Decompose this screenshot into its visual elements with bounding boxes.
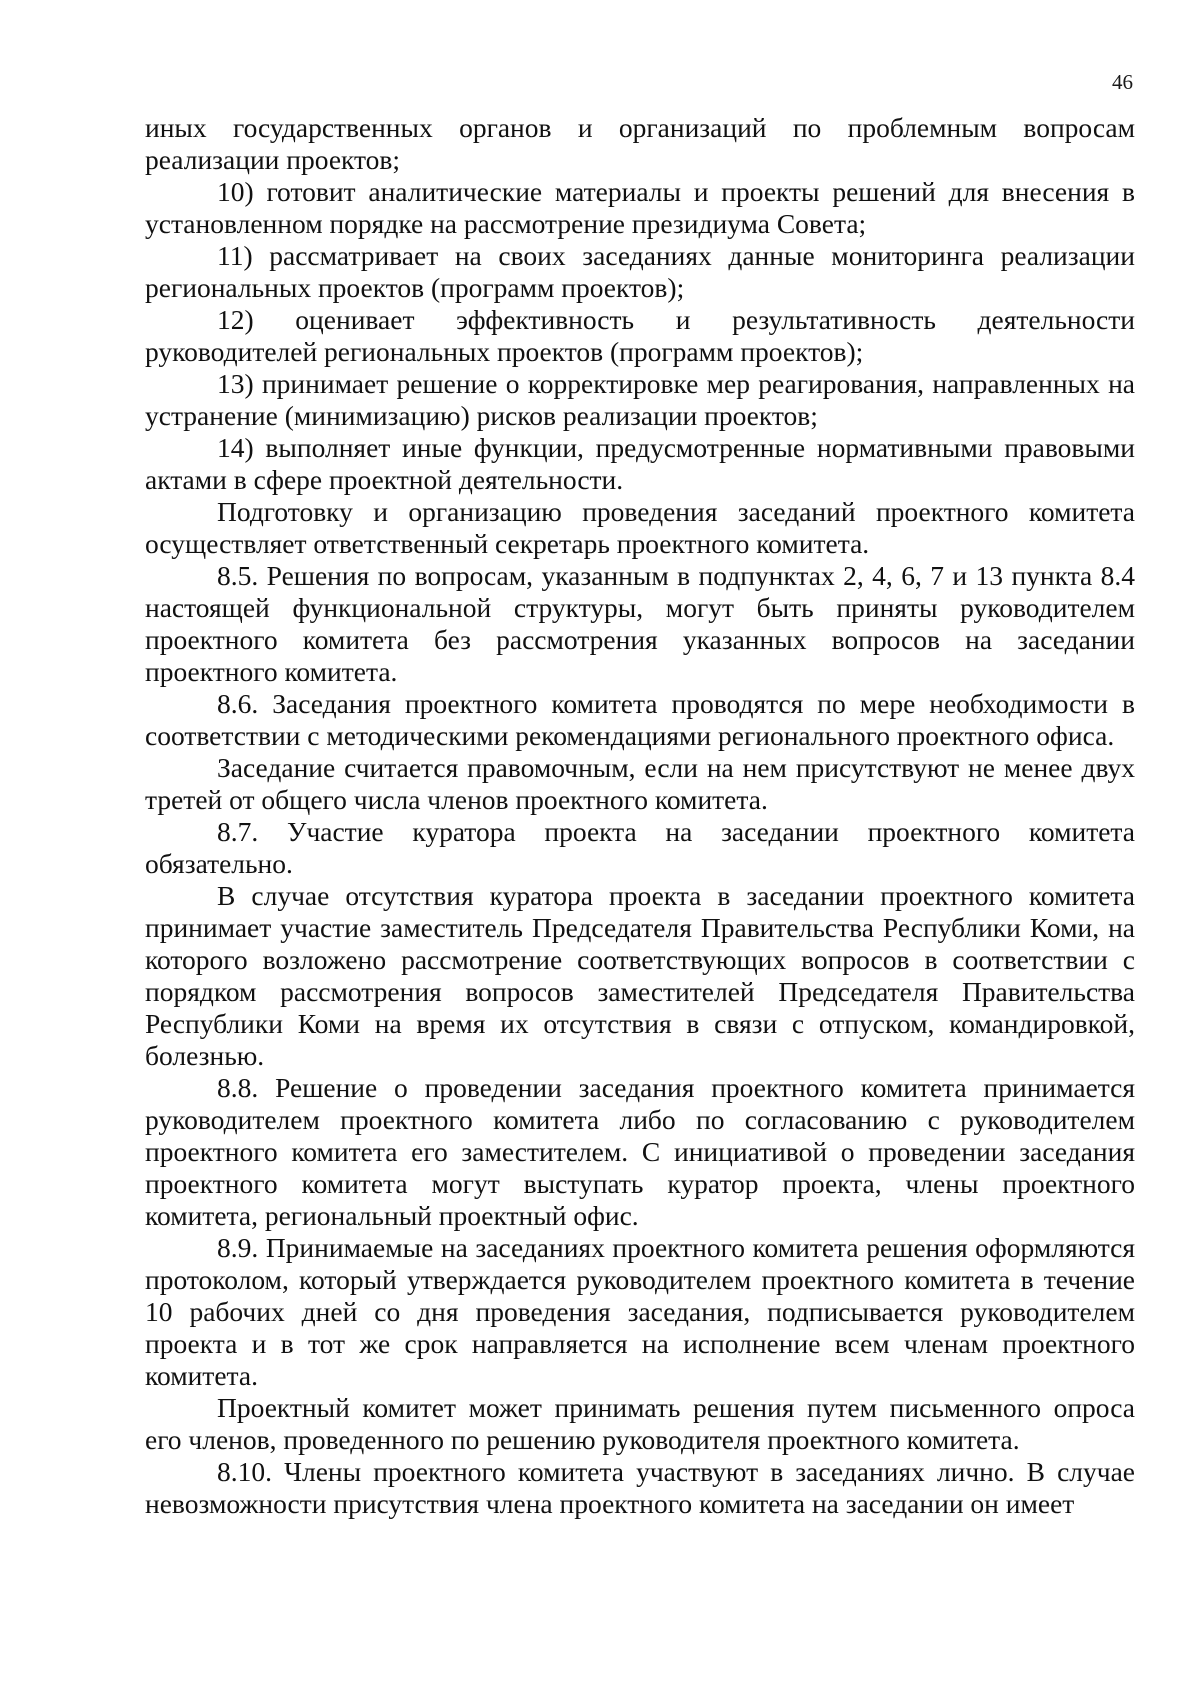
paragraph: 8.7. Участие куратора проекта на заседании проектного комитета обязательно.	[145, 816, 1135, 879]
paragraph: 13) принимает решение о корректировке мер реагирования, направленных на устранение (минимизацию) рисков реализации проектов;	[145, 368, 1135, 431]
paragraph: 8.9. Принимаемые на заседаниях проектного комитета решения оформляются протоколом, который утверждается руководителем проектного комитета в течение 10 рабочих дней со дня проведения заседания, подписывается руководителем проекта и в тот же срок направляется на исполнение всем членам проектного комитета.	[145, 1232, 1135, 1391]
paragraph: иных государственных органов и организаций по проблемным вопросам реализации проектов;	[145, 112, 1135, 175]
paragraph: 10) готовит аналитические материалы и проекты решений для внесения в установленном порядке на рассмотрение президиума Совета;	[145, 176, 1135, 239]
paragraph: 8.5. Решения по вопросам, указанным в подпунктах 2, 4, 6, 7 и 13 пункта 8.4 настоящей функциональной структуры, могут быть приняты руководителем проектного комитета без рассмотрения указанных вопросов на заседании проектного комитета.	[145, 560, 1135, 687]
paragraph: Заседание считается правомочным, если на нем присутствуют не менее двух третей от общего числа членов проектного комитета.	[145, 752, 1135, 815]
paragraph: Проектный комитет может принимать решения путем письменного опроса его членов, проведенного по решению руководителя проектного комитета.	[145, 1392, 1135, 1455]
page-number: 46	[1112, 70, 1133, 94]
paragraph: 8.10. Члены проектного комитета участвуют в заседаниях лично. В случае невозможности присутствия члена проектного комитета на заседании он имеет	[145, 1456, 1135, 1519]
paragraph: В случае отсутствия куратора проекта в заседании проектного комитета принимает участие заместитель Председателя Правительства Республики Коми, на которого возложено рассмотрение соответствующих вопросов в соответствии с порядком рассмотрения вопросов заместителей Председателя Правительства Республики Коми на время их отсутствия в связи с отпуском, командировкой, болезнью.	[145, 880, 1135, 1071]
paragraph: 11) рассматривает на своих заседаниях данные мониторинга реализации региональных проектов (программ проектов);	[145, 240, 1135, 303]
paragraph: 14) выполняет иные функции, предусмотренные нормативными правовыми актами в сфере проектной деятельности.	[145, 432, 1135, 495]
document-body	[145, 112, 1135, 1520]
paragraph: 8.8. Решение о проведении заседания проектного комитета принимается руководителем проектного комитета либо по согласованию с руководителем проектного комитета его заместителем. С инициативой о проведении заседания проектного комитета могут выступать куратор проекта, члены проектного комитета, региональный проектный офис.	[145, 1072, 1135, 1231]
paragraph: 12) оценивает эффективность и результативность деятельности руководителей региональных проектов (программ проектов);	[145, 304, 1135, 367]
paragraph: Подготовку и организацию проведения заседаний проектного комитета осуществляет ответственный секретарь проектного комитета.	[145, 496, 1135, 559]
paragraph: 8.6. Заседания проектного комитета проводятся по мере необходимости в соответствии с методическими рекомендациями регионального проектного офиса.	[145, 688, 1135, 751]
